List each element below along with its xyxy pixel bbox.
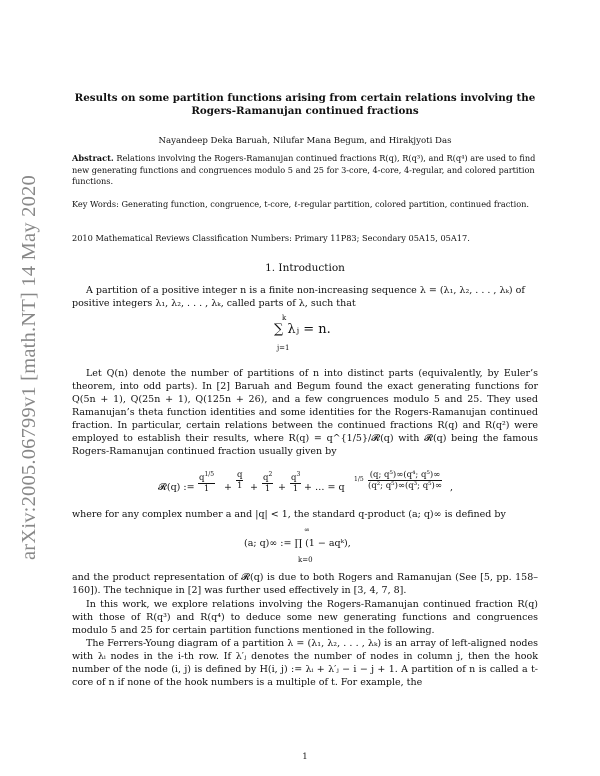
paragraph-5-text: In this work, we explore relations involving the Rogers-Ramanujan continued fraction R(q) with those of R(q³) and R(q⁴) to deduce some new generating functions and congruences modulo 5 and 25 for certain partition functions mentioned in the following. — [72, 599, 538, 636]
title-line-2: Rogers-Ramanujan continued fractions — [191, 105, 419, 117]
eq1-upper: k — [282, 314, 287, 322]
eq2-plus-1: + — [224, 482, 232, 493]
eq2-cf-tail: + … = q — [304, 482, 345, 493]
keywords: Key Words: Generating function, congruence, t-core, ℓ-regular partition, colored partition, continued fraction. — [72, 199, 530, 209]
eq2-cf-term-2: $\frac{q}{1}$ — [237, 470, 243, 491]
paragraph-1 — [72, 284, 538, 310]
paragraph-2-text: Let Q(n) denote the number of partitions of n into distinct parts (equivalently, by Euler’s theorem, into odd parts). In [2] Baruah and Begum found the exact generating functions for Q(5n + 1), Q(25n + 1), Q(125n + 26), and a few congruences modulo 5 and 25. They used Ramanujan’s theta function identities and some identities for the Rogers-Ramanujan continued fraction. In particular, certain relations between the continued fractions R(q) and R(q²) were employed to establish their results, where R(q) = q^{1/5}/𝓡(q) with 𝓡(q) being the famous Rogers-Ramanujan continued fraction usually given by — [72, 368, 538, 457]
paragraph-4 — [72, 571, 538, 597]
eq2-cf-term-1: $\frac{q^{1/5}}{1}$ — [199, 471, 215, 494]
abstract — [72, 153, 538, 188]
page-number: 1 — [302, 752, 308, 762]
paragraph-2 — [72, 367, 538, 458]
paragraph-6 — [72, 637, 538, 689]
paragraph-6-text: The Ferrers-Young diagram of a partition λ = (λ₁, λ₂, . . . , λₖ) is an array of left-aligned nodes with λᵢ nodes in the i-th row. If λ′ⱼ denotes the number of nodes in column j, then the hook number of the node (i, j) is defined by H(i, j) := λᵢ + λ′ⱼ − i − j + 1. A partition of n is called a t-core of n if none of the hook numbers is a multiple of t. For example, the — [72, 638, 538, 688]
eq2-end: , — [450, 482, 454, 493]
paragraph-3-text: where for any complex number a and |q| < 1, the standard q-product (a; q)∞ is defined by — [72, 509, 506, 520]
eq1-body: ∑ λⱼ = n. — [274, 322, 331, 337]
eq2-lhs: 𝓡(q) := — [158, 482, 195, 493]
eq3-body: (a; q)∞ := ∏ (1 − aqᵏ), — [244, 538, 351, 549]
paragraph-5 — [72, 598, 538, 637]
section-heading: 1. Introduction — [265, 262, 345, 274]
eq2-plus-2: + — [250, 482, 258, 493]
eq2-cf-term-4: $\frac{q^3}{1}$ — [291, 471, 301, 494]
authors: Nayandeep Deka Baruah, Nilufar Mana Begum, and Hirakjyoti Das — [158, 136, 452, 146]
equation-1 — [274, 314, 344, 354]
paragraph-1-text: A partition of a positive integer n is a finite non-increasing sequence λ = (λ₁, λ₂, . . . , λₖ) of positive integers λ₁, λ₂, . . . , λₖ, called parts of λ, such that — [72, 285, 525, 309]
msc-classification: 2010 Mathematical Reviews Classification Numbers: Primary 11P83; Secondary 05A15, 05A17. — [72, 233, 470, 243]
eq2-frac-den: (q²; q⁵)∞(q³; q⁵)∞ — [368, 481, 442, 491]
title-line-1: Results on some partition functions arising from certain relations involving the — [74, 92, 536, 104]
eq2-frac-num: (q; q⁵)∞(q⁴; q⁵)∞ — [369, 470, 441, 480]
eq3-lower: k=0 — [298, 556, 313, 564]
eq3-upper: ∞ — [304, 526, 310, 534]
arxiv-stamp: arXiv:2005.06799v1 [math.NT] 14 May 2020 — [18, 175, 40, 560]
eq2-exponent: 1/5 — [354, 476, 364, 483]
paragraph-4-text: and the product representation of 𝓡(q) is due to both Rogers and Ramanujan (See [5, pp. 158–160]). The technique in [2] was further used effectively in [3, 4, 7, 8]. — [72, 572, 538, 596]
abstract-label: Abstract. — [72, 153, 114, 163]
equation-3 — [244, 526, 444, 566]
eq2-cf-term-3: $\frac{q^2}{1}$ — [263, 471, 273, 494]
eq2-product-fraction — [368, 470, 442, 491]
abstract-text: Relations involving the Rogers-Ramanujan continued fractions R(q), R(q³), and R(q⁴) are used to find new generating functions and congruences modulo 5 and 25 for 3-core, 4-core, 4-regular, and colored partition functions. — [72, 153, 536, 187]
equation-2 — [158, 470, 458, 506]
paper-title — [70, 92, 540, 118]
eq2-plus-3: + — [278, 482, 286, 493]
paragraph-3 — [72, 508, 538, 521]
eq1-lower: j=1 — [277, 344, 290, 352]
